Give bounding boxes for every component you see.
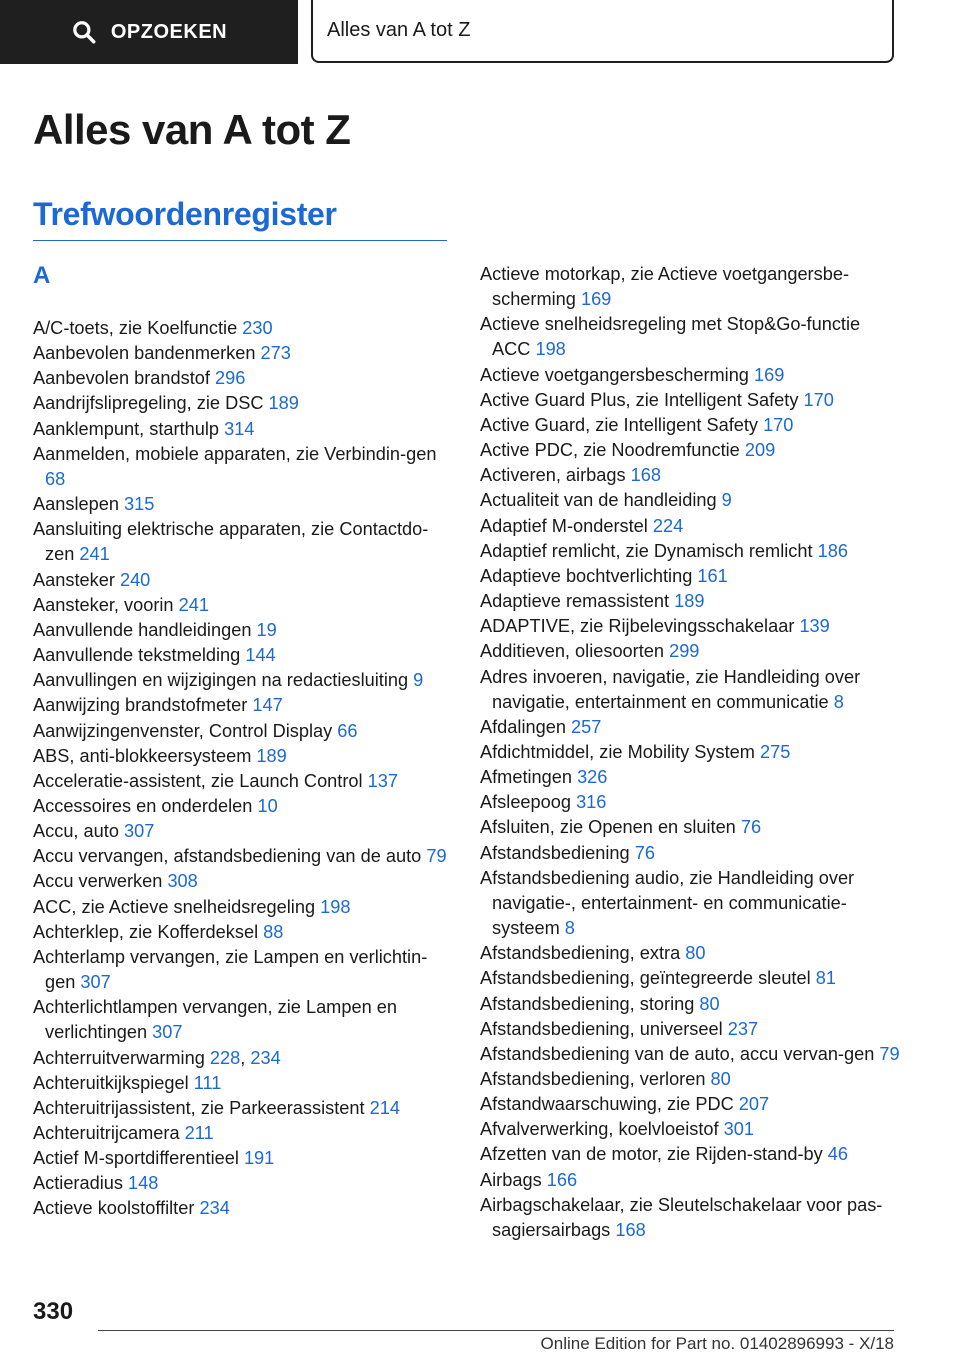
page-link[interactable]: 8	[833, 691, 844, 712]
page-link[interactable]: 170	[763, 414, 794, 435]
search-button[interactable]	[0, 0, 298, 64]
page-link[interactable]: 228	[209, 1047, 241, 1068]
index-column-left	[33, 316, 453, 1222]
breadcrumb-label: Alles van A tot Z	[327, 19, 471, 41]
index-entry	[480, 1193, 900, 1243]
index-entry	[480, 1117, 900, 1142]
page-link[interactable]: 214	[369, 1097, 400, 1118]
page-link[interactable]: 147	[252, 695, 283, 716]
index-entry	[480, 488, 900, 513]
search-icon	[71, 19, 97, 45]
page-link[interactable]: 170	[803, 389, 834, 410]
index-entry-text: Acceleratie-assistent, zie Launch Control	[33, 770, 368, 791]
breadcrumb-tab[interactable]	[311, 0, 894, 63]
index-entry	[33, 744, 453, 769]
page-link[interactable]: 315	[124, 494, 155, 515]
index-entry	[33, 920, 453, 945]
index-entry-text: ACC, zie Actieve snelheidsregeling	[33, 896, 321, 917]
page-link[interactable]: 316	[576, 792, 607, 813]
index-entry	[33, 1096, 453, 1121]
page-link[interactable]: 88	[263, 921, 284, 942]
index-entry-text: Afstandsbediening	[480, 842, 635, 863]
index-entry-text: Adaptief remlicht, zie Dynamisch remlicht	[480, 540, 818, 561]
index-entry-text: Achteruitkijkspiegel	[33, 1072, 194, 1093]
index-entry	[33, 341, 453, 366]
page-link[interactable]: 299	[669, 641, 700, 662]
index-entry-text: Activeren, airbags	[480, 465, 631, 486]
index-entry	[480, 614, 900, 639]
page-link[interactable]: 257	[571, 716, 602, 737]
page-link[interactable]: 76	[740, 817, 762, 838]
index-entry-text: Active Guard, zie Intelligent Safety	[480, 414, 764, 435]
page-link[interactable]: 161	[697, 565, 728, 586]
index-entry	[33, 819, 453, 844]
page-link[interactable]: 198	[320, 896, 351, 917]
index-entry-text: Aanklempunt, starthulp	[33, 418, 225, 439]
page-link[interactable]: 296	[215, 368, 246, 389]
index-entry	[480, 1168, 900, 1193]
index-entry	[480, 388, 900, 413]
index-entry	[33, 391, 453, 416]
index-entry	[33, 869, 453, 894]
page-link[interactable]: 237	[727, 1018, 759, 1039]
page-title: Alles van A tot Z	[33, 106, 351, 153]
page-link[interactable]: 137	[367, 770, 398, 791]
index-entry	[33, 1196, 453, 1221]
page-link[interactable]: 234	[250, 1047, 281, 1068]
index-entry-text: Aansluiting elektrische apparaten, zie Contactdo-zen	[33, 519, 429, 565]
index-entry	[33, 1121, 453, 1146]
index-entry	[480, 1092, 900, 1117]
page-link[interactable]: 19	[256, 619, 277, 640]
section-title: Trefwoordenregister	[33, 196, 337, 232]
index-entry	[33, 442, 453, 492]
index-entry-text: Accu verwerken	[33, 871, 168, 892]
index-entry-text: Afstandsbediening, storing	[480, 993, 700, 1014]
page-link[interactable]: 80	[699, 993, 720, 1014]
page-link[interactable]: 169	[580, 289, 612, 310]
index-entry	[480, 438, 900, 463]
index-entry-text: Aanmelden, mobiele apparaten, zie Verbindin-gen	[33, 443, 437, 464]
index-entry	[33, 618, 453, 643]
index-entry-text: Afzetten van de motor, zie Rijden-stand-by	[480, 1144, 828, 1165]
index-entry: Achterruitverwarming 228, 234	[33, 1047, 281, 1068]
index-entry	[480, 413, 900, 438]
index-entry-text: Actieradius	[33, 1173, 129, 1194]
index-entry	[480, 463, 900, 488]
index-entry	[33, 593, 453, 618]
index-entry-text: Afstandsbediening audio, zie Handleiding over navigatie-, entertainment- en communicatie-systeem	[480, 867, 855, 939]
page-link[interactable]: 66	[337, 720, 358, 741]
footer-edition-text: Online Edition for Part no. 01402896993 - X/18	[540, 1334, 894, 1353]
page-link[interactable]: 314	[224, 418, 255, 439]
index-entry	[480, 539, 900, 564]
index-entry	[33, 895, 453, 920]
index-entry	[480, 765, 900, 790]
page-link[interactable]: 224	[652, 515, 684, 536]
page-link[interactable]: 191	[243, 1148, 275, 1169]
page-link[interactable]: 9	[721, 490, 732, 511]
page-link[interactable]: 211	[184, 1123, 214, 1143]
index-letter-heading: A	[33, 262, 51, 289]
index-entry-text: Accessoires en onderdelen	[33, 795, 258, 816]
page-link[interactable]: 307	[124, 821, 155, 842]
index-entry	[33, 693, 453, 718]
index-entry-text: Afdichtmiddel, zie Mobility System	[480, 741, 760, 762]
index-entry-text: Achterlichtlampen vervangen, zie Lampen en verlichtingen	[33, 997, 397, 1043]
index-entry-text: Achterlamp vervangen, zie Lampen en verlichtin-gen	[33, 946, 428, 993]
index-entry-text: Aanbevolen bandenmerken	[33, 343, 261, 364]
index-entry-text: Active PDC, zie Noodremfunctie	[480, 440, 745, 461]
index-entry	[480, 1017, 900, 1042]
index-entry-text: Airbagschakelaar, zie Sleutelschakelaar voor pas-sagiersairbags	[480, 1194, 883, 1240]
index-entry-text: ADAPTIVE, zie Rijbelevingsschakelaar	[480, 616, 800, 637]
index-entry-text: Achterklep, zie Kofferdeksel	[33, 921, 264, 942]
index-entry	[480, 790, 900, 815]
page-link[interactable]: 168	[630, 465, 661, 486]
index-entry-text: Aandrijfslipregeling, zie DSC	[33, 393, 269, 414]
page-link[interactable]: 76	[634, 842, 655, 863]
page-link[interactable]: 307	[152, 1022, 183, 1043]
index-entry	[480, 639, 900, 664]
page-link[interactable]: 46	[827, 1144, 848, 1165]
index-entry-text: Afstandsbediening, verloren	[480, 1069, 711, 1089]
index-entry-text: Afsleepoog	[480, 792, 577, 813]
index-entry	[33, 995, 453, 1045]
index-entry	[480, 262, 900, 312]
page-link[interactable]: 9	[413, 670, 424, 691]
index-entry	[33, 794, 453, 819]
footer-divider	[98, 1330, 894, 1331]
page-link[interactable]: 79	[879, 1043, 900, 1064]
page-link[interactable]: 275	[759, 741, 791, 762]
page-link[interactable]: 166	[546, 1169, 578, 1190]
index-entry	[480, 966, 900, 991]
index-entry-text: Afstandsbediening van de auto, accu vervan-gen	[480, 1043, 880, 1064]
index-entry-text: A/C-toets, zie Koelfunctie	[33, 318, 243, 338]
index-entry	[33, 417, 453, 442]
index-entry-text: Aansteker, voorin	[33, 594, 179, 615]
index-entry-text: Adres invoeren, navigatie, zie Handleiding over navigatie, entertainment en communicatie	[480, 666, 861, 712]
page-link[interactable]: 273	[260, 343, 291, 364]
index-entry	[33, 492, 453, 517]
index-entry	[480, 992, 900, 1017]
page-link[interactable]: 240	[119, 569, 151, 590]
page-link[interactable]: 81	[815, 968, 836, 989]
index-entry	[480, 815, 900, 840]
page-number: 330	[33, 1298, 74, 1325]
index-entry-text: Aanvullende tekstmelding	[33, 645, 246, 666]
index-entry-text: Adaptief M-onderstel	[480, 515, 653, 536]
page-link[interactable]: 307	[80, 972, 111, 993]
index-entry-text: Actieve koolstoffilter	[33, 1198, 200, 1219]
index-entry	[480, 589, 900, 614]
index-entry-text: Afmetingen	[480, 767, 578, 788]
index-entry	[480, 941, 900, 966]
index-entry	[33, 1171, 453, 1196]
index-entry	[33, 643, 453, 668]
page-link[interactable]: 241	[79, 544, 110, 565]
index-entry-text: Achterruitverwarming	[33, 1047, 210, 1068]
index-entry-text: Afsluiten, zie Openen en sluiten	[480, 817, 741, 838]
index-entry-text: Actieve voetgangersbescherming	[480, 364, 754, 385]
index-entry-text: Achteruitrijcamera	[33, 1123, 185, 1143]
index-entry-text: Afstandsbediening, geïntegreerde sleutel	[480, 968, 816, 989]
page-link[interactable]: 169	[753, 364, 785, 385]
top-navigation	[0, 0, 960, 66]
index-entry-text: Additieven, oliesoorten	[480, 641, 670, 662]
index-entry	[33, 769, 453, 794]
index-entry	[480, 740, 900, 765]
page-link[interactable]: 198	[535, 339, 566, 360]
index-entry-text: Afstandwaarschuwing, zie PDC	[480, 1094, 739, 1115]
page-link[interactable]: 234	[199, 1198, 230, 1219]
index-entry	[480, 1067, 900, 1092]
index-entry-text: Aanvullingen en wijzigingen na redactiesluiting	[33, 670, 414, 691]
index-entry-text: Airbags	[480, 1169, 547, 1190]
page-link[interactable]: 111	[193, 1072, 222, 1093]
page-link[interactable]: 144	[245, 645, 276, 666]
index-entry-text: Adaptieve remassistent	[480, 591, 675, 612]
page-link[interactable]: 139	[799, 616, 830, 637]
index-entry-text: Actieve snelheidsregeling met Stop&Go-functie ACC	[480, 314, 861, 360]
index-entry-text: Actief M-sportdifferentieel	[33, 1148, 244, 1169]
index-entry	[480, 312, 900, 362]
page-link[interactable]: 80	[685, 943, 706, 964]
index-entry	[480, 665, 900, 715]
index-entry	[33, 1146, 453, 1171]
index-entry-text: Aanbevolen brandstof	[33, 368, 216, 389]
index-column-right	[480, 262, 900, 1243]
index-entry-text: Aansteker	[33, 569, 120, 590]
index-entry-text: Aanvullende handleidingen	[33, 619, 257, 640]
index-entry-text: Accu, auto	[33, 821, 124, 842]
index-entry	[33, 719, 453, 744]
index-entry-text: Aanwijzing brandstofmeter	[33, 695, 253, 716]
index-entry	[480, 715, 900, 740]
page-link[interactable]: 326	[577, 767, 608, 788]
page-link[interactable]: 189	[674, 591, 705, 612]
index-entry	[33, 366, 453, 391]
index-entry	[33, 844, 453, 869]
index-entry-text: Afvalverwerking, koelvloeistof	[480, 1119, 724, 1140]
page-link[interactable]: 80	[710, 1069, 731, 1089]
index-entry-text: Accu vervangen, afstandsbediening van de auto	[33, 846, 427, 867]
page-link[interactable]: 308	[167, 871, 198, 892]
page-link[interactable]: 148	[128, 1173, 159, 1194]
index-entry-text: Achteruitrijassistent, zie Parkeerassistent	[33, 1097, 370, 1118]
section-divider	[33, 240, 447, 241]
index-entry	[33, 1071, 453, 1096]
index-entry-text: Afstandsbediening, universeel	[480, 1018, 728, 1039]
index-entry	[480, 1142, 900, 1167]
index-entry	[480, 841, 900, 866]
index-entry	[480, 514, 900, 539]
index-entry-text: Active Guard Plus, zie Intelligent Safety	[480, 389, 804, 410]
page-link[interactable]: 230	[242, 318, 273, 338]
search-label: OPZOEKEN	[110, 20, 228, 43]
page-link[interactable]: 68	[45, 468, 66, 489]
page-link[interactable]: 10	[257, 795, 278, 816]
index-entry-text: Adaptieve bochtverlichting	[480, 565, 698, 586]
index-entry-text: ABS, anti-blokkeersysteem	[33, 745, 257, 766]
page-link[interactable]: 207	[738, 1094, 770, 1115]
index-entry-text: Aanslepen	[33, 494, 125, 515]
index-entry	[33, 945, 453, 995]
index-entry-text: Afdalingen	[480, 716, 572, 737]
page-link[interactable]: 186	[817, 540, 848, 561]
page-link[interactable]: 209	[744, 440, 776, 461]
index-entry-text: Actualiteit van de handleiding	[480, 490, 722, 511]
index-entry-text: Aanwijzingenvenster, Control Display	[33, 720, 338, 741]
page-link[interactable]: 168	[615, 1219, 646, 1240]
index-entry	[33, 316, 453, 341]
page-link[interactable]: 79	[426, 846, 447, 867]
index-entry	[480, 1042, 900, 1067]
index-entry	[33, 517, 453, 567]
page-link[interactable]: 241	[178, 594, 209, 615]
page-link[interactable]: 301	[723, 1119, 754, 1140]
index-entry	[33, 668, 453, 693]
page-link[interactable]: 189	[256, 745, 287, 766]
page-link[interactable]: 189	[268, 393, 299, 414]
index-entry	[33, 568, 453, 593]
page-link[interactable]: 8	[564, 918, 575, 939]
index-entry	[480, 363, 900, 388]
index-entry	[480, 866, 900, 941]
index-entry	[480, 564, 900, 589]
index-entry-text: Afstandsbediening, extra	[480, 943, 686, 964]
index-entry-text: Actieve motorkap, zie Actieve voetgangersbe-scherming	[480, 264, 849, 310]
